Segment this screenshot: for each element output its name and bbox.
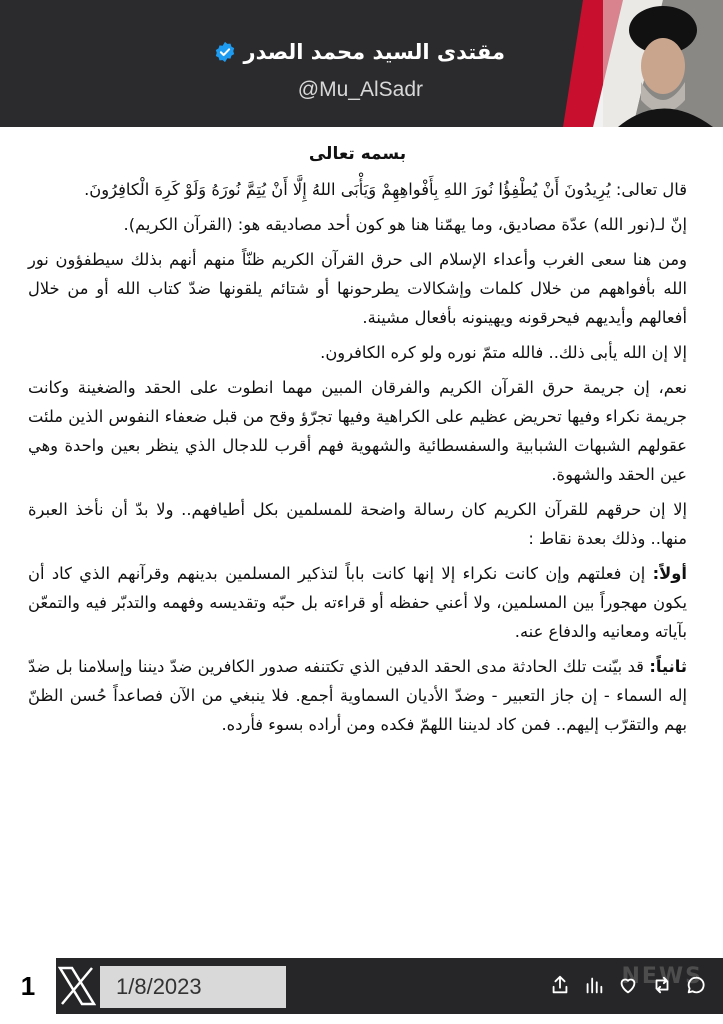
point-text: إن فعلتهم وإن كانت نكراء إلا إنها كانت باباً لتذكير المسلمين بدينهم وقرآنهم الذي كاد أن يكون مهجوراً بين المسلمين، ولا أعني حفظه أو قراءته بل حبّه وتقديسه وفهمه والتدبّر فيه والتمعّن بآياته ومعانيه والدفاع عنه. (28, 564, 687, 641)
retweet-icon (651, 974, 673, 996)
date-box (100, 966, 286, 1008)
verified-badge-icon (214, 41, 236, 63)
paragraph: إلا إن حرقهم للقرآن الكريم كان رسالة واضحة للمسلمين بكل أطيافهم.. ولا بدّ أن نأخذ العبرة منها.. وذلك بعدة نقاط : (28, 500, 687, 548)
avatar (563, 0, 723, 127)
point-item (28, 559, 687, 646)
point-lead: ثانياً: (649, 657, 687, 676)
x-logo-icon (58, 966, 96, 1006)
paragraph: قال تعالى: يُرِيدُونَ أَنْ يُطْفِؤُا نُورَ اللهِ بِأَفْواهِهِمْ وَيَأْبَى اللهُ إِلَّا أَنْ يُتِمَّ نُورَهُ وَلَوْ كَرِهَ الْكافِرُونَ. (84, 180, 687, 199)
retweet-button[interactable] (649, 972, 675, 998)
profile-photo-with-flag[interactable] (563, 0, 723, 127)
analytics-button[interactable] (581, 972, 607, 998)
account-handle[interactable]: @Mu_AlSadr (297, 78, 423, 101)
profile-header (0, 0, 723, 127)
page-indicator (0, 958, 56, 1014)
post-date: 1/8/2023 (116, 974, 202, 999)
like-icon (617, 974, 639, 996)
paragraph: إنّ لـ(نور الله) عدّة مصاديق، وما يهمّنا هنا هو كون أحد مصاديقه هو: (القرآن الكريم). (123, 215, 687, 234)
action-bar (547, 972, 709, 998)
share-icon (549, 974, 571, 996)
point-text: قد بيّنت تلك الحادثة مدى الحقد الدفين الذي تكتنفه صدور الكافرين ضدّ ديننا وإسلامنا بل ضدّ إله السماء - إن جاز التعبير - وضدّ الأديان السماوية أجمع. فلا ينبغي من الآن فصاعداً حُسن الظنّ بهم والتقرّب إليهم.. فمن كاد لديننا اللهمّ فكده ومن أراده بسوء فأرده. (28, 657, 687, 734)
post-title: بسمه تعالى (308, 144, 407, 164)
paragraph: ومن هنا سعى الغرب وأعداء الإسلام الى حرق القرآن الكريم ظنّاً منهم أنهم بذلك سيطفؤون نور الله بأفواههم من خلال كلمات وإشكالات يطرحونها أو شتائم يلقونها ضدّ كتاب الله أو من خلال أفعالهم وأيديهم فيحرقونه ويهينونه بأفعال مشينة. (28, 250, 687, 327)
like-button[interactable] (615, 972, 641, 998)
paragraph: إلا إن الله يأبى ذلك.. فالله متمّ نوره ولو كره الكافرون. (320, 343, 687, 362)
reply-button[interactable] (683, 972, 709, 998)
point-item (28, 652, 687, 739)
point-lead: أولاً: (652, 564, 687, 583)
reply-icon (685, 974, 707, 996)
analytics-icon (583, 974, 605, 996)
watermark: NEWS (621, 964, 703, 989)
paragraph: نعم، إن جريمة حرق القرآن الكريم والفرقان المبين مهما انطوت على الحقد والضغينة وكانت جريمة نكراء وفيها تحريض عظيم على الكراهية وفيها تجرّؤ وقح من قبل ضعفاء النفوس الذين ملئت عقولهم الشبهات الشبابية والسفسطائية والشهوية فهم أقرب للدجال الذي ينظر بعين واحدة وهي عين الحقد والشهوة. (28, 378, 687, 484)
footer-bar (0, 958, 723, 1014)
page-number: 1 (20, 970, 36, 1001)
account-name[interactable]: مقتدى السيد محمد الصدر (243, 40, 505, 64)
post-body (28, 140, 687, 745)
share-button[interactable] (547, 972, 573, 998)
